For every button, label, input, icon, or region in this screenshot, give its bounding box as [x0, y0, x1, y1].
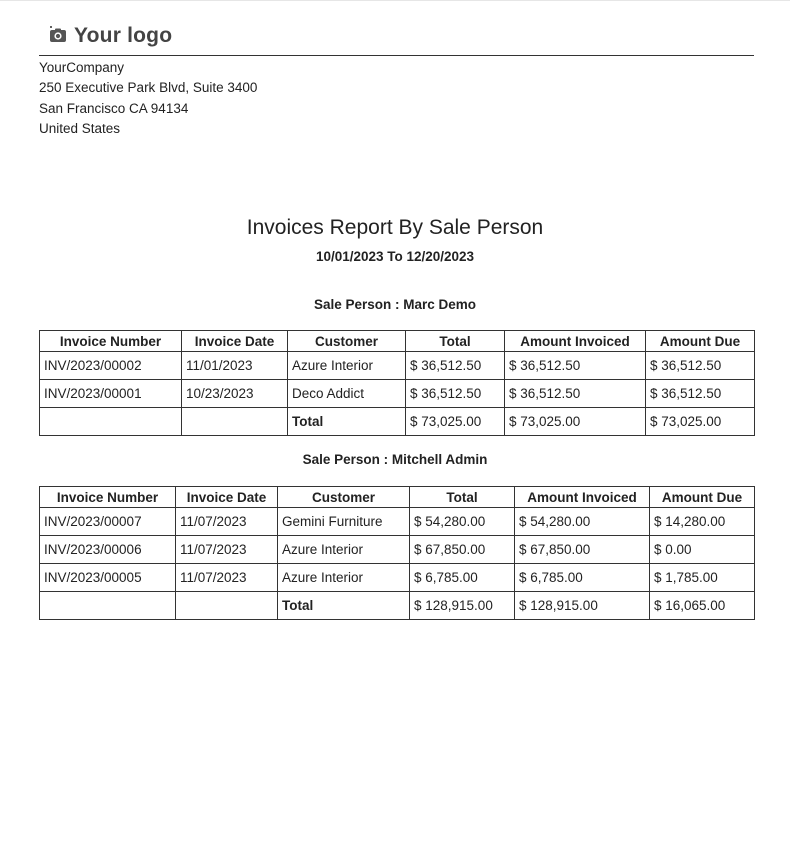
invoice-number: INV/2023/00001 — [40, 380, 182, 408]
due-sum: $ 16,065.00 — [650, 592, 755, 620]
camera-icon — [48, 26, 68, 47]
column-header: Customer — [278, 487, 410, 508]
customer: Gemini Furniture — [278, 508, 410, 536]
salesperson-heading: Sale Person : Marc Demo — [313, 297, 477, 312]
report-date-range: 10/01/2023 To 12/20/2023 — [315, 249, 475, 264]
invoice-date: 11/07/2023 — [176, 536, 278, 564]
company-logo — [48, 22, 172, 50]
total-label: Total — [288, 408, 406, 436]
amount-invoiced: $ 54,280.00 — [515, 508, 650, 536]
page-top-border — [0, 0, 790, 1]
report-title: Invoices Report By Sale Person — [246, 216, 544, 239]
empty-cell — [40, 592, 176, 620]
table-header-row — [40, 331, 755, 352]
total-row — [40, 592, 755, 620]
total: $ 67,850.00 — [410, 536, 515, 564]
empty-cell — [176, 592, 278, 620]
column-header: Total — [406, 331, 505, 352]
invoiced-sum: $ 128,915.00 — [515, 592, 650, 620]
header-divider — [39, 55, 754, 56]
column-header: Invoice Number — [40, 331, 182, 352]
column-header: Amount Invoiced — [515, 487, 650, 508]
amount-due: $ 36,512.50 — [646, 352, 755, 380]
invoice-table — [39, 330, 755, 436]
invoiced-sum: $ 73,025.00 — [505, 408, 646, 436]
amount-invoiced: $ 36,512.50 — [505, 380, 646, 408]
amount-invoiced: $ 36,512.50 — [505, 352, 646, 380]
customer: Deco Addict — [288, 380, 406, 408]
invoice-date: 11/01/2023 — [182, 352, 288, 380]
column-header: Invoice Date — [182, 331, 288, 352]
column-header: Customer — [288, 331, 406, 352]
table-header-row — [40, 487, 755, 508]
amount-due: $ 1,785.00 — [650, 564, 755, 592]
customer: Azure Interior — [278, 536, 410, 564]
logo-text: Your logo — [74, 24, 173, 47]
column-header: Amount Invoiced — [505, 331, 646, 352]
total: $ 36,512.50 — [406, 352, 505, 380]
table-row — [40, 352, 755, 380]
invoice-number: INV/2023/00002 — [40, 352, 182, 380]
invoice-date: 10/23/2023 — [182, 380, 288, 408]
amount-due: $ 14,280.00 — [650, 508, 755, 536]
table-row — [40, 380, 755, 408]
column-header: Total — [410, 487, 515, 508]
amount-invoiced: $ 6,785.00 — [515, 564, 650, 592]
company-country: United States — [39, 121, 121, 137]
amount-due: $ 36,512.50 — [646, 380, 755, 408]
invoice-number: INV/2023/00006 — [40, 536, 176, 564]
column-header: Amount Due — [650, 487, 755, 508]
total-label: Total — [278, 592, 410, 620]
amount-due: $ 0.00 — [650, 536, 755, 564]
table-row — [40, 508, 755, 536]
invoice-number: INV/2023/00007 — [40, 508, 176, 536]
amount-invoiced: $ 67,850.00 — [515, 536, 650, 564]
table-row — [40, 536, 755, 564]
company-name: YourCompany — [39, 60, 125, 75]
salesperson-heading: Sale Person : Mitchell Admin — [302, 452, 488, 467]
invoice-date: 11/07/2023 — [176, 564, 278, 592]
column-header: Amount Due — [646, 331, 755, 352]
total-sum: $ 128,915.00 — [410, 592, 515, 620]
customer: Azure Interior — [288, 352, 406, 380]
column-header: Invoice Number — [40, 487, 176, 508]
total: $ 54,280.00 — [410, 508, 515, 536]
total: $ 6,785.00 — [410, 564, 515, 592]
total-sum: $ 73,025.00 — [406, 408, 505, 436]
customer: Azure Interior — [278, 564, 410, 592]
empty-cell — [40, 408, 182, 436]
company-street: 250 Executive Park Blvd, Suite 3400 — [39, 80, 258, 96]
invoice-number: INV/2023/00005 — [40, 564, 176, 592]
company-city: San Francisco CA 94134 — [39, 100, 189, 116]
empty-cell — [182, 408, 288, 436]
invoice-date: 11/07/2023 — [176, 508, 278, 536]
total-row — [40, 408, 755, 436]
total: $ 36,512.50 — [406, 380, 505, 408]
company-address — [39, 58, 257, 140]
table-row — [40, 564, 755, 592]
invoice-table — [39, 486, 755, 620]
due-sum: $ 73,025.00 — [646, 408, 755, 436]
column-header: Invoice Date — [176, 487, 278, 508]
